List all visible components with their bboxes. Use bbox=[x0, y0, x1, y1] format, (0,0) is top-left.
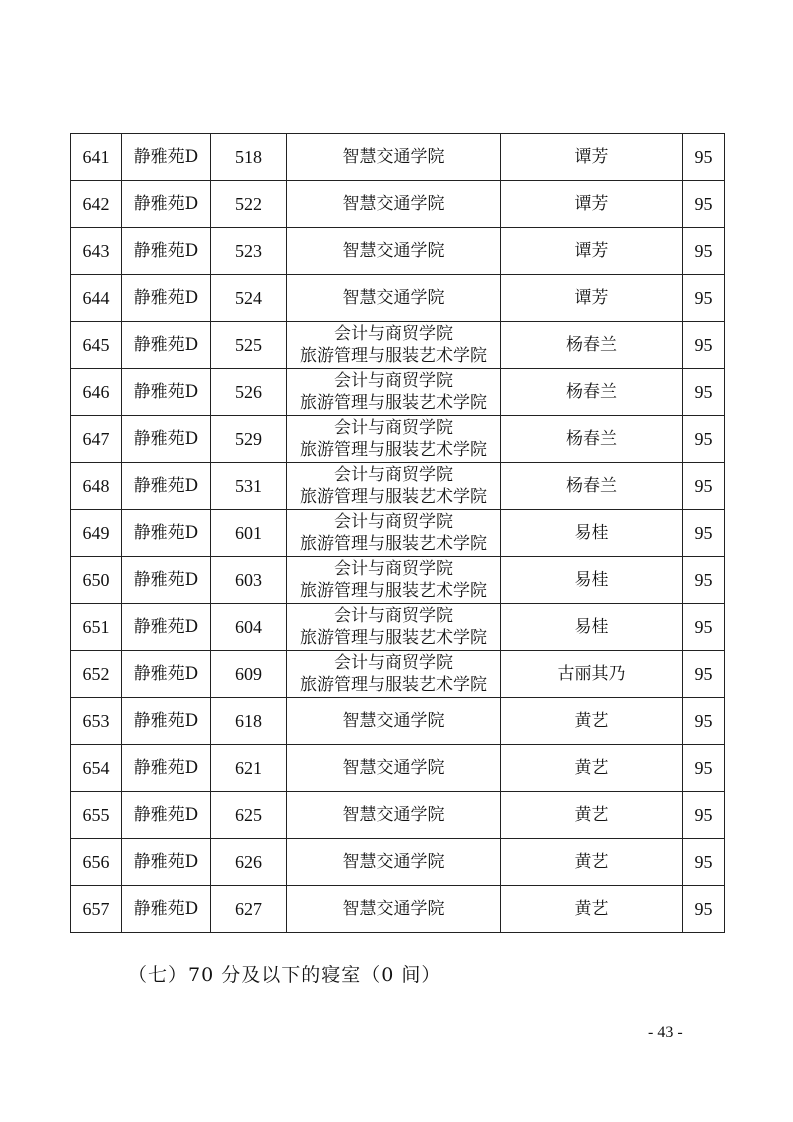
row-number-cell: 648 bbox=[71, 463, 122, 510]
room-cell: 523 bbox=[211, 228, 287, 275]
table-row bbox=[71, 604, 725, 651]
college-name: 会计与商贸学院 bbox=[334, 653, 453, 673]
building-cell: 静雅苑D bbox=[122, 275, 211, 322]
counselor-cell: 易桂 bbox=[501, 557, 683, 604]
college-cell bbox=[287, 886, 501, 933]
counselor-cell: 杨春兰 bbox=[501, 369, 683, 416]
counselor-cell: 杨春兰 bbox=[501, 463, 683, 510]
building-cell: 静雅苑D bbox=[122, 651, 211, 698]
building-cell: 静雅苑D bbox=[122, 134, 211, 181]
college-cell bbox=[287, 604, 501, 651]
counselor-cell: 杨春兰 bbox=[501, 322, 683, 369]
table-row bbox=[71, 839, 725, 886]
row-number-cell: 652 bbox=[71, 651, 122, 698]
college-name: 旅游管理与服装艺术学院 bbox=[300, 440, 487, 460]
counselor-cell: 黄艺 bbox=[501, 745, 683, 792]
row-number-cell: 656 bbox=[71, 839, 122, 886]
room-cell: 601 bbox=[211, 510, 287, 557]
counselor-cell: 黄艺 bbox=[501, 839, 683, 886]
college-name: 旅游管理与服装艺术学院 bbox=[300, 675, 487, 695]
row-number-cell: 651 bbox=[71, 604, 122, 651]
row-number-cell: 644 bbox=[71, 275, 122, 322]
college-cell bbox=[287, 698, 501, 745]
table-row bbox=[71, 228, 725, 275]
score-cell: 95 bbox=[683, 792, 725, 839]
college-cell bbox=[287, 557, 501, 604]
score-cell: 95 bbox=[683, 510, 725, 557]
college-cell bbox=[287, 510, 501, 557]
row-number-cell: 642 bbox=[71, 181, 122, 228]
building-cell: 静雅苑D bbox=[122, 463, 211, 510]
college-cell bbox=[287, 228, 501, 275]
college-cell bbox=[287, 416, 501, 463]
building-cell: 静雅苑D bbox=[122, 745, 211, 792]
college-name: 会计与商贸学院 bbox=[334, 371, 453, 391]
score-cell: 95 bbox=[683, 745, 725, 792]
counselor-cell: 谭芳 bbox=[501, 275, 683, 322]
room-cell: 626 bbox=[211, 839, 287, 886]
college-name: 会计与商贸学院 bbox=[334, 324, 453, 344]
college-cell bbox=[287, 792, 501, 839]
score-cell: 95 bbox=[683, 886, 725, 933]
room-cell: 524 bbox=[211, 275, 287, 322]
row-number-cell: 646 bbox=[71, 369, 122, 416]
building-cell: 静雅苑D bbox=[122, 698, 211, 745]
counselor-cell: 黄艺 bbox=[501, 792, 683, 839]
table-row bbox=[71, 463, 725, 510]
room-cell: 529 bbox=[211, 416, 287, 463]
college-cell bbox=[287, 463, 501, 510]
college-cell bbox=[287, 745, 501, 792]
room-cell: 627 bbox=[211, 886, 287, 933]
table-row bbox=[71, 651, 725, 698]
college-name: 智慧交通学院 bbox=[342, 852, 445, 872]
building-cell: 静雅苑D bbox=[122, 604, 211, 651]
building-cell: 静雅苑D bbox=[122, 322, 211, 369]
row-number-cell: 643 bbox=[71, 228, 122, 275]
score-cell: 95 bbox=[683, 322, 725, 369]
building-cell: 静雅苑D bbox=[122, 792, 211, 839]
college-name: 智慧交通学院 bbox=[342, 711, 445, 731]
dorm-score-table bbox=[70, 133, 725, 933]
college-name: 会计与商贸学院 bbox=[334, 465, 453, 485]
table-row bbox=[71, 792, 725, 839]
row-number-cell: 654 bbox=[71, 745, 122, 792]
counselor-cell: 古丽其乃 bbox=[501, 651, 683, 698]
counselor-cell: 谭芳 bbox=[501, 134, 683, 181]
table-row bbox=[71, 181, 725, 228]
college-cell bbox=[287, 839, 501, 886]
page-number: - 43 - bbox=[648, 1024, 683, 1041]
counselor-cell: 易桂 bbox=[501, 604, 683, 651]
table-row bbox=[71, 886, 725, 933]
room-cell: 621 bbox=[211, 745, 287, 792]
college-name: 旅游管理与服装艺术学院 bbox=[300, 534, 487, 554]
college-cell bbox=[287, 134, 501, 181]
room-cell: 522 bbox=[211, 181, 287, 228]
college-name: 旅游管理与服装艺术学院 bbox=[300, 581, 487, 601]
college-name: 会计与商贸学院 bbox=[334, 512, 453, 532]
college-cell bbox=[287, 369, 501, 416]
college-cell bbox=[287, 651, 501, 698]
row-number-cell: 657 bbox=[71, 886, 122, 933]
score-cell: 95 bbox=[683, 369, 725, 416]
row-number-cell: 653 bbox=[71, 698, 122, 745]
college-name: 旅游管理与服装艺术学院 bbox=[300, 487, 487, 507]
row-number-cell: 655 bbox=[71, 792, 122, 839]
counselor-cell: 谭芳 bbox=[501, 181, 683, 228]
room-cell: 531 bbox=[211, 463, 287, 510]
counselor-cell: 黄艺 bbox=[501, 698, 683, 745]
building-cell: 静雅苑D bbox=[122, 510, 211, 557]
room-cell: 618 bbox=[211, 698, 287, 745]
score-cell: 95 bbox=[683, 557, 725, 604]
building-cell: 静雅苑D bbox=[122, 416, 211, 463]
room-cell: 526 bbox=[211, 369, 287, 416]
college-name: 智慧交通学院 bbox=[342, 194, 445, 214]
building-cell: 静雅苑D bbox=[122, 886, 211, 933]
counselor-cell: 黄艺 bbox=[501, 886, 683, 933]
college-name: 会计与商贸学院 bbox=[334, 606, 453, 626]
building-cell: 静雅苑D bbox=[122, 839, 211, 886]
row-number-cell: 641 bbox=[71, 134, 122, 181]
score-cell: 95 bbox=[683, 698, 725, 745]
college-cell bbox=[287, 275, 501, 322]
score-cell: 95 bbox=[683, 604, 725, 651]
table-row bbox=[71, 134, 725, 181]
row-number-cell: 650 bbox=[71, 557, 122, 604]
row-number-cell: 649 bbox=[71, 510, 122, 557]
college-name: 智慧交通学院 bbox=[342, 241, 445, 261]
room-cell: 625 bbox=[211, 792, 287, 839]
score-cell: 95 bbox=[683, 463, 725, 510]
score-cell: 95 bbox=[683, 228, 725, 275]
table-row bbox=[71, 369, 725, 416]
room-cell: 604 bbox=[211, 604, 287, 651]
counselor-cell: 易桂 bbox=[501, 510, 683, 557]
row-number-cell: 647 bbox=[71, 416, 122, 463]
score-cell: 95 bbox=[683, 839, 725, 886]
building-cell: 静雅苑D bbox=[122, 369, 211, 416]
college-name: 智慧交通学院 bbox=[342, 805, 445, 825]
table-row bbox=[71, 510, 725, 557]
room-cell: 525 bbox=[211, 322, 287, 369]
score-cell: 95 bbox=[683, 651, 725, 698]
building-cell: 静雅苑D bbox=[122, 228, 211, 275]
college-name: 智慧交通学院 bbox=[342, 758, 445, 778]
table-row bbox=[71, 698, 725, 745]
table-row bbox=[71, 416, 725, 463]
building-cell: 静雅苑D bbox=[122, 181, 211, 228]
score-cell: 95 bbox=[683, 275, 725, 322]
table-body bbox=[71, 134, 725, 933]
college-name: 会计与商贸学院 bbox=[334, 418, 453, 438]
college-name: 智慧交通学院 bbox=[342, 147, 445, 167]
college-cell bbox=[287, 181, 501, 228]
section-heading: （七）70 分及以下的寝室（0 间） bbox=[128, 964, 442, 986]
room-cell: 609 bbox=[211, 651, 287, 698]
college-name: 旅游管理与服装艺术学院 bbox=[300, 628, 487, 648]
room-cell: 603 bbox=[211, 557, 287, 604]
room-cell: 518 bbox=[211, 134, 287, 181]
counselor-cell: 杨春兰 bbox=[501, 416, 683, 463]
table-row bbox=[71, 557, 725, 604]
college-cell bbox=[287, 322, 501, 369]
college-name: 智慧交通学院 bbox=[342, 899, 445, 919]
score-cell: 95 bbox=[683, 181, 725, 228]
college-name: 会计与商贸学院 bbox=[334, 559, 453, 579]
building-cell: 静雅苑D bbox=[122, 557, 211, 604]
score-cell: 95 bbox=[683, 134, 725, 181]
college-name: 旅游管理与服装艺术学院 bbox=[300, 346, 487, 366]
row-number-cell: 645 bbox=[71, 322, 122, 369]
college-name: 旅游管理与服装艺术学院 bbox=[300, 393, 487, 413]
counselor-cell: 谭芳 bbox=[501, 228, 683, 275]
table-row bbox=[71, 275, 725, 322]
table-row bbox=[71, 322, 725, 369]
score-cell: 95 bbox=[683, 416, 725, 463]
college-name: 智慧交通学院 bbox=[342, 288, 445, 308]
table-row bbox=[71, 745, 725, 792]
